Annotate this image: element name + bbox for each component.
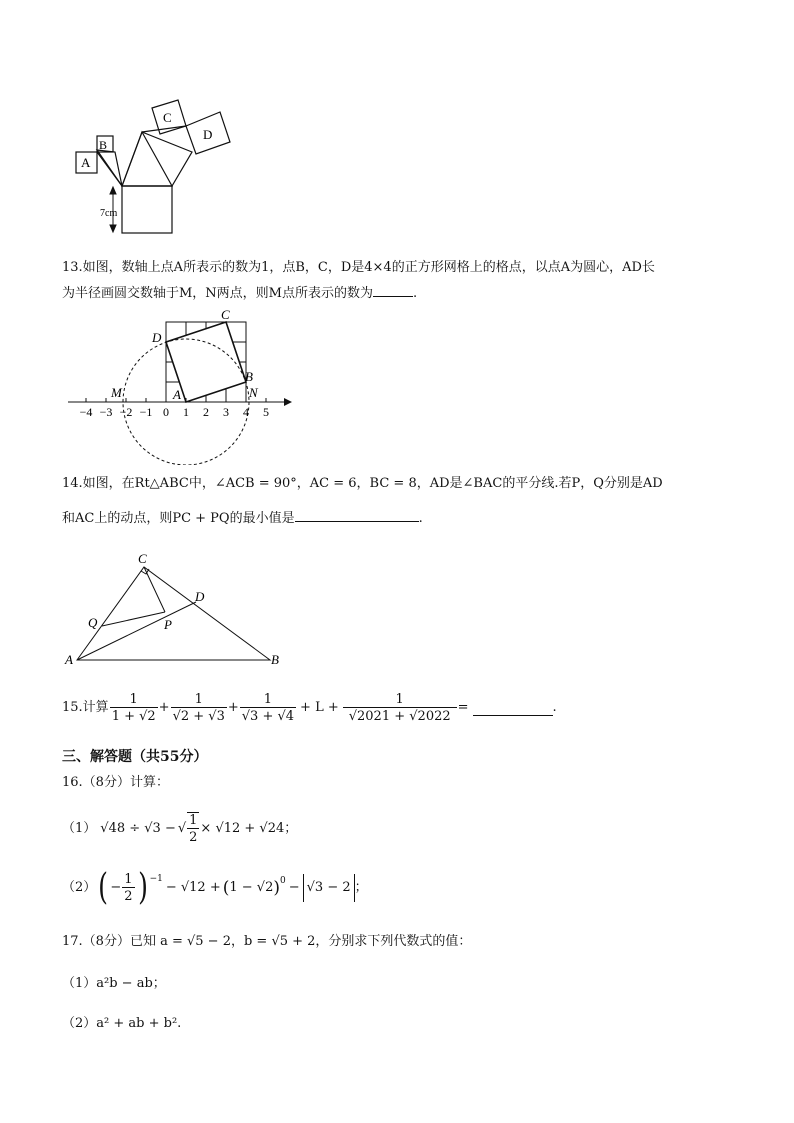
tick-label: 2 xyxy=(203,405,209,419)
q13-line2 xyxy=(62,282,417,304)
q15-frac1: $\frac{1}{1 + √2}$ xyxy=(111,692,156,724)
q17-part1: （1）a²b − ab； xyxy=(62,976,166,991)
q17-title: 17.（8分）已知 a = √5 − 2，b = √5 + 2，分别求下列代数式的值： xyxy=(62,934,472,949)
bottom-square xyxy=(122,186,172,233)
tick-label: −1 xyxy=(139,405,153,419)
q15-expression: 15.计算 $\frac{1}{1 + √2}$ + $\frac{1}{√2 + √3}$ + $\frac{1}{√3 + √4}$ + L + $\frac{1}{√2021 + √2022}$ = . xyxy=(62,692,557,724)
point-m-label: M xyxy=(111,385,122,400)
point-p-label: P xyxy=(164,617,172,632)
tick-label: 5 xyxy=(263,405,269,419)
segment-pq xyxy=(102,612,165,626)
central-triangle xyxy=(122,132,172,186)
q15-frac4: $\frac{1}{√2021 + √2022}$ xyxy=(343,692,457,724)
q13-line2-end: . xyxy=(413,286,418,301)
q13-answer-blank xyxy=(373,282,413,297)
segment-pc xyxy=(144,567,165,612)
point-b-label: B xyxy=(271,652,279,667)
tick-label: −3 xyxy=(99,405,113,419)
point-c-label: C xyxy=(221,307,230,322)
label-c: C xyxy=(163,110,172,125)
q15-answer-blank xyxy=(473,701,553,716)
tick-label: 1 xyxy=(183,405,189,419)
label-b: B xyxy=(99,138,108,152)
tick-label: 0 xyxy=(163,405,169,419)
q13-number-line-figure xyxy=(60,305,300,465)
q14-line2-end: . xyxy=(418,511,423,526)
q16-title: 16.（8分）计算： xyxy=(62,775,169,790)
point-a-label: A xyxy=(65,652,73,667)
point-n-label: N xyxy=(249,385,258,400)
section-3-heading: 三、解答题（共55分） xyxy=(62,749,208,765)
measure-7cm: 7cm xyxy=(100,208,118,219)
q14-line2-text: 和AC上的动点，则PC + PQ的最小值是 xyxy=(62,511,295,526)
point-b-label: B xyxy=(245,369,253,384)
point-c-label: C xyxy=(138,551,147,566)
pythagoras-squares-figure xyxy=(70,95,240,240)
q13-line2-text: 为半径画圆交数轴于M，N两点，则M点所表示的数为 xyxy=(62,286,373,301)
tick-label: 4 xyxy=(243,405,249,419)
q14-line2 xyxy=(62,507,423,529)
tick-label: −4 xyxy=(79,405,93,419)
point-d-label: D xyxy=(195,589,205,604)
point-q-label: Q xyxy=(88,615,98,630)
q14-answer-blank xyxy=(295,507,419,522)
q14-triangle-figure xyxy=(60,548,290,670)
bisector-ad xyxy=(77,602,196,660)
q16-part2: （2） ( − $\frac{1}{2}$ ) $^{-1}$ − √12 + ( 1 − √2 ) $^0$ − √3 − 2 ； xyxy=(62,867,368,908)
q17-part2: （2）a² + ab + b². xyxy=(62,1016,182,1031)
q15-frac3: $\frac{1}{√3 + √4}$ xyxy=(241,692,295,724)
q15-frac2: $\frac{1}{√2 + √3}$ xyxy=(172,692,225,724)
q15-ellipsis: + L + xyxy=(300,700,339,715)
q15-prefix: 15.计算 xyxy=(62,700,109,715)
q13-line1: 13.如图，数轴上点A所表示的数为1，点B，C，D是4×4的正方形网格上的格点，以点A为圆心，AD长 xyxy=(62,260,655,275)
point-d-label: D xyxy=(152,330,162,345)
tick-label: −2 xyxy=(119,405,133,419)
point-a-label: A xyxy=(173,387,181,402)
label-a: A xyxy=(81,155,91,170)
q16-part1: （1） √48 ÷ √3 − √ $\frac{1}{2}$ × √12 + √24 ； xyxy=(62,813,298,845)
q16-half: $\frac{1}{2}$ xyxy=(189,813,198,845)
tick-label: 3 xyxy=(223,405,229,419)
q14-line1: 14.如图，在Rt△ABC中，∠ACB = 90°，AC = 6，BC = 8，AD是∠BAC的平分线.若P，Q分别是AD xyxy=(62,476,663,491)
label-d: D xyxy=(203,127,213,142)
